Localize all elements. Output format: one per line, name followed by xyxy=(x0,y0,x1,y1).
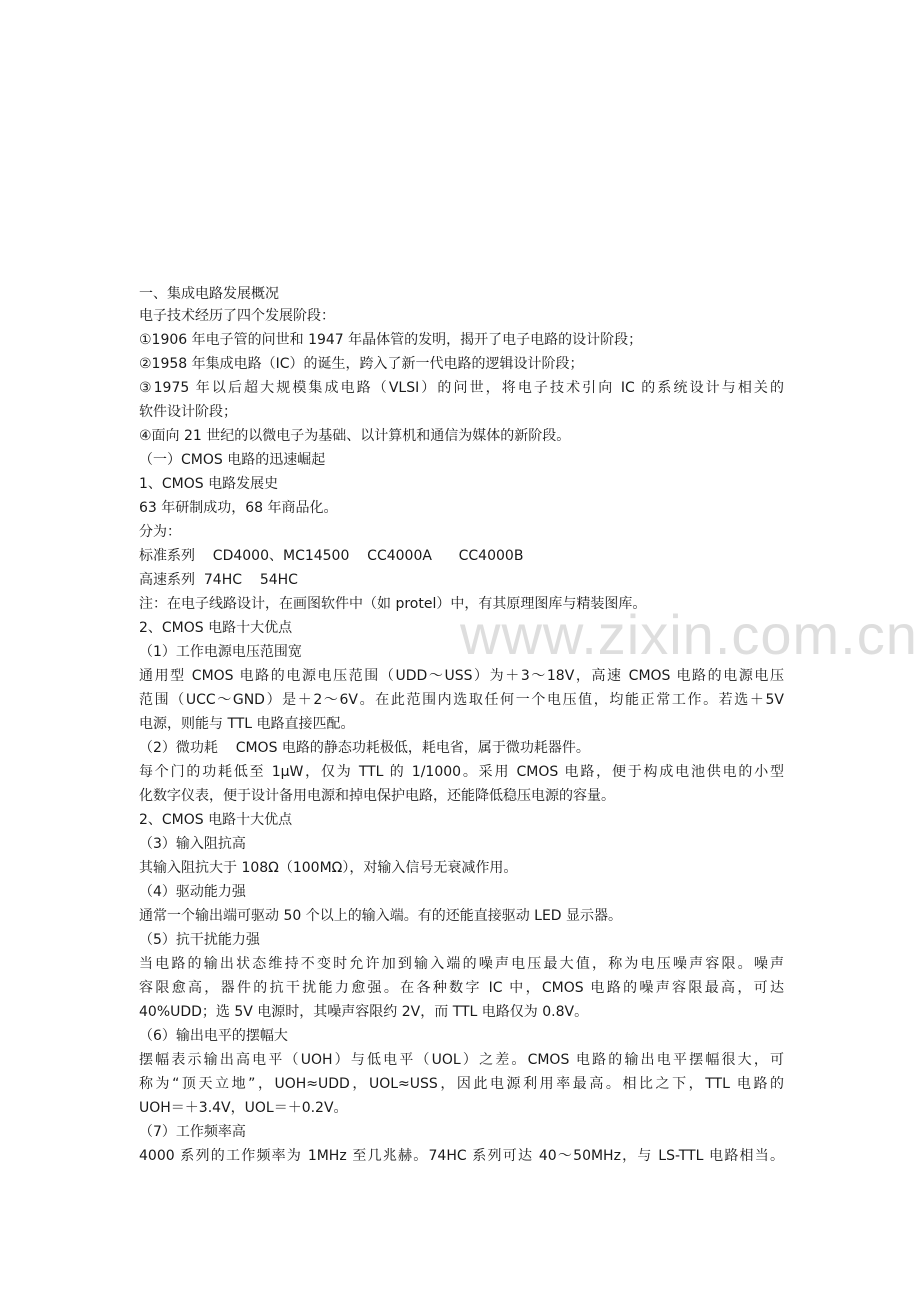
item-heading: （6）输出电平的摆幅大 xyxy=(139,1028,288,1044)
paragraph-line: 范围（UCC～GND）是＋2～6V。在此范围内选取任何一个电压值，均能正常工作。若选＋5V xyxy=(139,692,784,708)
list-item: ④面向 21 世纪的以微电子为基础、以计算机和通信为媒体的新阶段。 xyxy=(139,428,571,444)
list-item: ②1958 年集成电路（IC）的诞生，跨入了新一代电路的逻辑设计阶段； xyxy=(139,356,584,372)
item-heading: （4）驱动能力强 xyxy=(139,884,246,900)
list-item: ③1975 年以后超大规模集成电路（VLSI）的问世，将电子技术引向 IC 的系统设计与相关的 xyxy=(139,380,784,396)
subsection-heading: （一）CMOS 电路的迅速崛起 xyxy=(139,452,326,468)
list-item: ①1906 年电子管的问世和 1947 年晶体管的发明，揭开了电子电路的设计阶段； xyxy=(139,332,643,348)
subsection-heading: 2、CMOS 电路十大优点 xyxy=(139,812,293,828)
item-heading: （2）微功耗 CMOS 电路的静态功耗极低，耗电省，属于微功耗器件。 xyxy=(139,740,590,756)
series-line: 标准系列 CD4000、MC14500 CC4000A CC4000B xyxy=(139,548,524,564)
series-line: 高速系列 74HC 54HC xyxy=(139,572,298,588)
paragraph-line: 4000 系列的工作频率为 1MHz 至几兆赫。74HC 系列可达 40～50MHz，与 LS-TTL 电路相当。 xyxy=(139,1148,784,1164)
subsection-heading: 2、CMOS 电路十大优点 xyxy=(139,620,293,636)
note-line: 注：在电子线路设计，在画图软件中（如 protel）中，有其原理图库与精装图库。 xyxy=(139,596,647,612)
paragraph-line: 容限愈高，器件的抗干扰能力愈强。在各种数字 IC 中，CMOS 电路的噪声容限最高，可达 xyxy=(139,980,784,996)
paragraph-line: 通用型 CMOS 电路的电源电压范围（UDD～USS）为＋3～18V，高速 CMOS 电路的电源电压 xyxy=(139,668,784,684)
item-heading: （3）输入阻抗高 xyxy=(139,836,246,852)
item-heading: （7）工作频率高 xyxy=(139,1124,246,1140)
paragraph-line: 称为“顶天立地”，UOH≈UDD，UOL≈USS，因此电源利用率最高。相比之下，TTL 电路的 xyxy=(139,1076,784,1092)
section-heading: 一、集成电路发展概况 xyxy=(139,286,279,302)
paragraph-line: 化数字仪表，便于设计备用电源和掉电保护电路，还能降低稳压电源的容量。 xyxy=(139,788,615,804)
list-item-continuation: 软件设计阶段； xyxy=(139,404,237,420)
paragraph-line: 通常一个输出端可驱动 50 个以上的输入端。有的还能直接驱动 LED 显示器。 xyxy=(139,908,623,924)
item-heading: （5）抗干扰能力强 xyxy=(139,932,260,948)
paragraph-line: 其输入阻抗大于 108Ω（100MΩ），对输入信号无衰减作用。 xyxy=(139,860,518,876)
subsection-heading: 1、CMOS 电路发展史 xyxy=(139,476,279,492)
paragraph-line: 分为： xyxy=(139,524,181,540)
paragraph-line: 电源，则能与 TTL 电路直接匹配。 xyxy=(139,716,355,732)
paragraph-line: 每个门的功耗低至 1μW，仅为 TTL 的 1/1000。采用 CMOS 电路，便于构成电池供电的小型 xyxy=(139,764,784,780)
paragraph-line: 摆幅表示输出高电平（UOH）与低电平（UOL）之差。CMOS 电路的输出电平摆幅很大，可 xyxy=(139,1052,784,1068)
paragraph-line: 40%UDD；选 5V 电源时，其噪声容限约 2V，而 TTL 电路仅为 0.8V。 xyxy=(139,1004,589,1020)
item-heading: （1）工作电源电压范围宽 xyxy=(139,644,302,660)
paragraph-line: 当电路的输出状态维持不变时允许加到输入端的噪声电压最大值，称为电压噪声容限。噪声 xyxy=(139,956,784,972)
watermark: www.zixin.com.cn xyxy=(460,603,918,666)
paragraph-line: 电子技术经历了四个发展阶段： xyxy=(139,308,335,324)
paragraph-line: 63 年研制成功，68 年商品化。 xyxy=(139,500,338,516)
paragraph-line: UOH＝＋3.4V，UOL＝＋0.2V。 xyxy=(139,1100,348,1116)
